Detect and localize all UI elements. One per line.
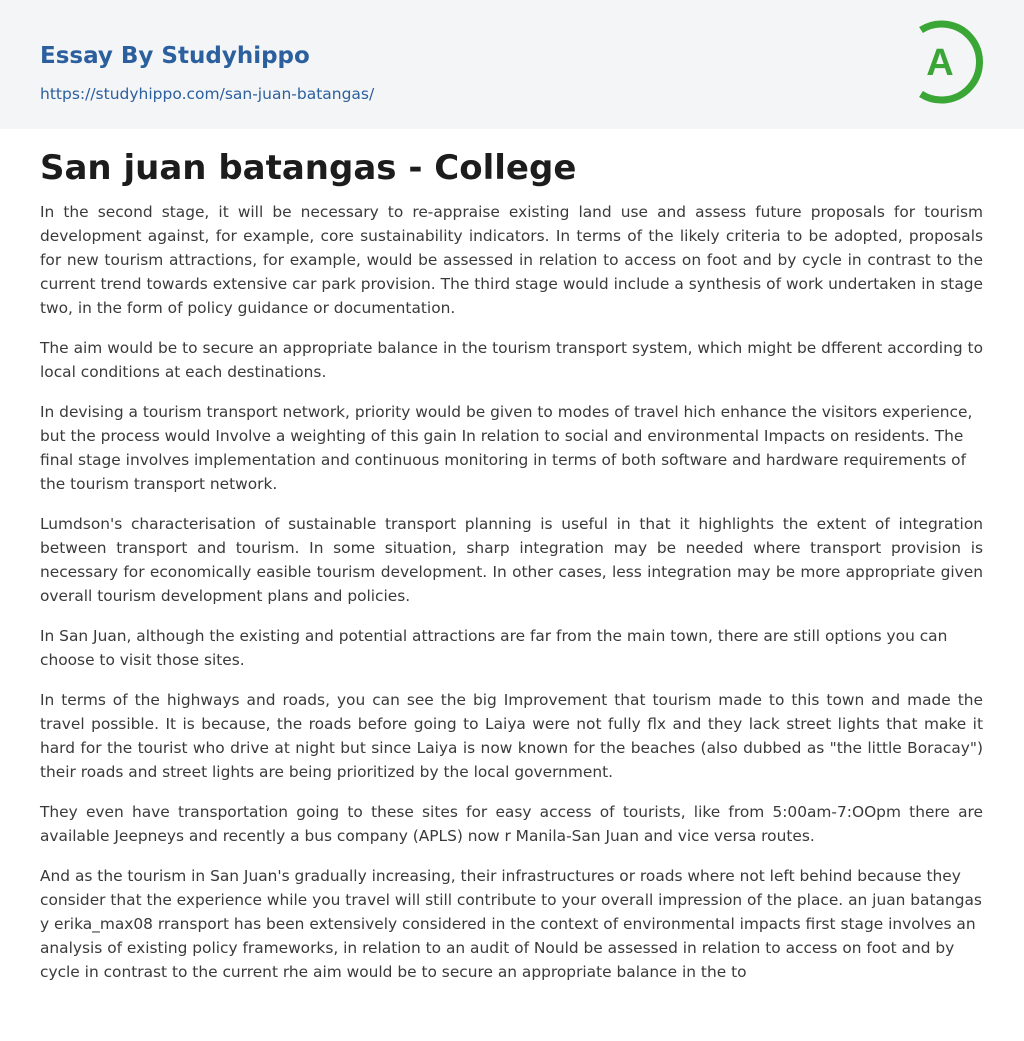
essay-paragraph: And as the tourism in San Juan's gradually increasing, their infrastructures or roads where not left behind because they consider that the experience while you travel will still contribute to your overall impression of the place. an juan batangas y erika_max08 rransport has been extensively considered in the context of environmental impacts first stage involves an analysis of existing policy frameworks, in relation to an audit of Nould be assessed in relation to access on foot and by cycle in contrast to the current rhe aim would be to secure an appropriate balance in the to	[40, 867, 982, 981]
source-url-link[interactable]: https://studyhippo.com/san-juan-batangas/	[40, 85, 375, 103]
logo-letter: A	[926, 42, 954, 84]
studyhippo-logo-icon[interactable]	[902, 18, 988, 106]
essay-paragraph: The aim would be to secure an appropriate balance in the tourism transport system, which might be dfferent according to local conditions at each destinations.	[40, 339, 983, 381]
essay-paragraph: In San Juan, although the existing and potential attractions are far from the main town, there are still options you can choose to visit those sites.	[40, 627, 948, 669]
page-title: San juan batangas - College	[40, 148, 577, 188]
essay-paragraph: In the second stage, it will be necessary to re-appraise existing land use and assess future proposals for tourism development against, for example, core sustainability indicators. In terms of the likely criteria to be adopted, proposals for new tourism attractions, for example, would be assessed in relation to access on foot and by cycle in contrast to the current trend towards extensive car park provision. The third stage would include a synthesis of work undertaken in stage two, in the form of policy guidance or documentation.	[40, 203, 983, 317]
essay-paragraph: Lumdson's characterisation of sustainable transport planning is useful in that it highlights the extent of integration between transport and tourism. In some situation, sharp integration may be needed where transport provision is necessary for economically easible tourism development. In other cases, less integration may be more appropriate given overall tourism development plans and policies.	[40, 515, 983, 605]
essay-paragraph: In terms of the highways and roads, you can see the big Improvement that tourism made to this town and made the travel possible. It is because, the roads before going to Laiya were not fully flx and they lack street lights that make it hard for the tourist who drive at night but since Laiya is now known for the beaches (also dubbed as "the little Boracay") their roads and street lights are being prioritized by the local government.	[40, 691, 983, 781]
essay-paragraph: In devising a tourism transport network, priority would be given to modes of travel hich enhance the visitors experience, but the process would Involve a weighting of this gain In relation to social and environmental Impacts on residents. The final stage involves implementation and continuous monitoring in terms of both software and hardware requirements of the tourism transport network.	[40, 403, 973, 493]
brand-title[interactable]: Essay By Studyhippo	[40, 43, 310, 69]
essay-body	[40, 200, 983, 1000]
essay-paragraph: They even have transportation going to these sites for easy access of tourists, like from 5:00am-7:OOpm there are available Jeepneys and recently a bus company (APLS) now r Manila-San Juan and vice versa routes.	[40, 803, 983, 845]
